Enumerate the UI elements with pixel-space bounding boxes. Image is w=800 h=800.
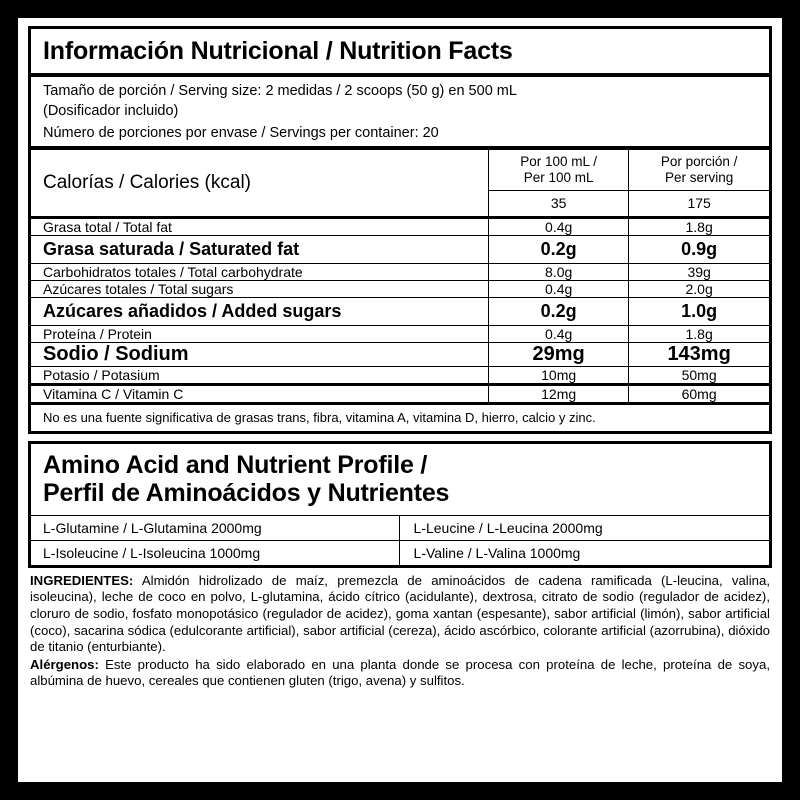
table-row [31, 385, 769, 403]
row-value-per-serving: 60mg [629, 385, 769, 403]
amino-acid-table [31, 515, 769, 565]
row-value-per-serving: 143mg [629, 343, 769, 367]
row-value-per-100ml: 10mg [489, 367, 629, 385]
table-row [31, 540, 769, 565]
row-label: Grasa saturada / Saturated fat [31, 236, 489, 264]
amino-item-right: L-Valine / L-Valina 1000mg [399, 540, 769, 565]
row-value-per-100ml: 8.0g [489, 264, 629, 281]
nutrition-footnote: No es una fuente significativa de grasas trans, fibra, vitamina A, vitamina D, hierro, calcio y zinc. [31, 402, 769, 430]
table-row [31, 298, 769, 326]
row-label: Grasa total / Total fat [31, 218, 489, 236]
table-row [31, 515, 769, 540]
label-content [18, 18, 782, 782]
calories-label: Calorías / Calories (kcal) [31, 150, 489, 218]
amino-acid-title [31, 444, 769, 509]
column-header-per-100ml-line2: Per 100 mL [523, 170, 594, 186]
amino-item-right: L-Leucine / L-Leucina 2000mg [399, 515, 769, 540]
row-value-per-100ml: 0.2g [489, 236, 629, 264]
row-value-per-serving: 39g [629, 264, 769, 281]
column-header-per-serving-line2: Per serving [664, 170, 734, 186]
row-value-per-100ml: 0.4g [489, 281, 629, 298]
table-row [31, 236, 769, 264]
nutrition-facts-title: Información Nutricional / Nutrition Facts [43, 37, 513, 65]
amino-acid-title-line1: Amino Acid and Nutrient Profile / [43, 450, 428, 479]
row-label: Proteína / Protein [31, 326, 489, 343]
row-value-per-serving: 1.8g [629, 218, 769, 236]
row-value-per-100ml: 0.2g [489, 298, 629, 326]
amino-acid-panel [28, 441, 772, 568]
table-row [31, 218, 769, 236]
serving-size-line1: Tamaño de porción / Serving size: 2 medidas / 2 scoops (50 g) en 500 mL [43, 83, 517, 99]
nutrition-table [31, 150, 769, 402]
row-value-per-100ml: 12mg [489, 385, 629, 403]
column-header-per-100ml [489, 150, 629, 191]
ingredients-paragraph [30, 573, 770, 656]
table-row [31, 367, 769, 385]
column-header-per-100ml-line1: Por 100 mL / [520, 154, 598, 170]
row-value-per-serving: 50mg [629, 367, 769, 385]
calories-per-100ml: 35 [489, 191, 629, 218]
nutrition-facts-panel [28, 26, 772, 434]
row-value-per-100ml: 0.4g [489, 218, 629, 236]
calories-per-serving: 175 [629, 191, 769, 218]
table-row [31, 326, 769, 343]
ingredients-text: Almidón hidrolizado de maíz, premezcla de aminoácidos de cadena ramificada (L-leucina, valina, isoleucina), leche de coco en polvo, L-glutamina, ácido cítrico (acidulante), dextrosa, citrato de sodio (regulador de acidez), cloruro de sodio, fosfato monopotásico (regulador de acidez), goma xantan (espesante), sabor artificial (limón), sabor artificial (coco), sacarina sódica (edulcorante artificial), sabor artificial (cereza), ácido ascórbico, colorante artificial (azorrubina), dióxido de titanio (enturbiante). [30, 572, 770, 655]
row-value-per-serving: 1.0g [629, 298, 769, 326]
row-value-per-100ml: 0.4g [489, 326, 629, 343]
serving-size-line2: (Dosificador incluido) [43, 102, 179, 119]
row-value-per-100ml: 29mg [489, 343, 629, 367]
row-value-per-serving: 2.0g [629, 281, 769, 298]
row-label: Vitamina C / Vitamin C [31, 385, 489, 403]
row-label: Carbohidratos totales / Total carbohydrate [31, 264, 489, 281]
row-value-per-serving: 0.9g [629, 236, 769, 264]
allergens-paragraph [30, 657, 770, 690]
amino-item-left: L-Glutamine / L-Glutamina 2000mg [31, 515, 399, 540]
servings-per-container: Número de porciones por envase / Servings per container: 20 [43, 125, 439, 142]
table-row [31, 264, 769, 281]
amino-item-left: L-Isoleucine / L-Isoleucina 1000mg [31, 540, 399, 565]
column-header-per-serving-line1: Por porción / [660, 154, 738, 170]
row-label: Sodio / Sodium [31, 343, 489, 367]
ingredients-block [28, 568, 772, 690]
ingredients-label: INGREDIENTES: [30, 572, 134, 588]
row-label: Azúcares totales / Total sugars [31, 281, 489, 298]
table-header-row [31, 150, 769, 191]
amino-acid-title-line2: Perfil de Aminoácidos y Nutrientes [43, 478, 450, 507]
serving-size-block [31, 77, 769, 122]
row-value-per-serving: 1.8g [629, 326, 769, 343]
row-label: Azúcares añadidos / Added sugars [31, 298, 489, 326]
allergens-text: Este producto ha sido elaborado en una planta donde se procesa con proteína de leche, proteína de soya, albúmina de huevo, cereales que contienen gluten (trigo, avena) y sulfitos. [30, 656, 770, 689]
table-row [31, 281, 769, 298]
allergens-label: Alérgenos: [30, 656, 99, 672]
column-header-per-serving [629, 150, 769, 191]
table-row [31, 343, 769, 367]
row-label: Potasio / Potasium [31, 367, 489, 385]
